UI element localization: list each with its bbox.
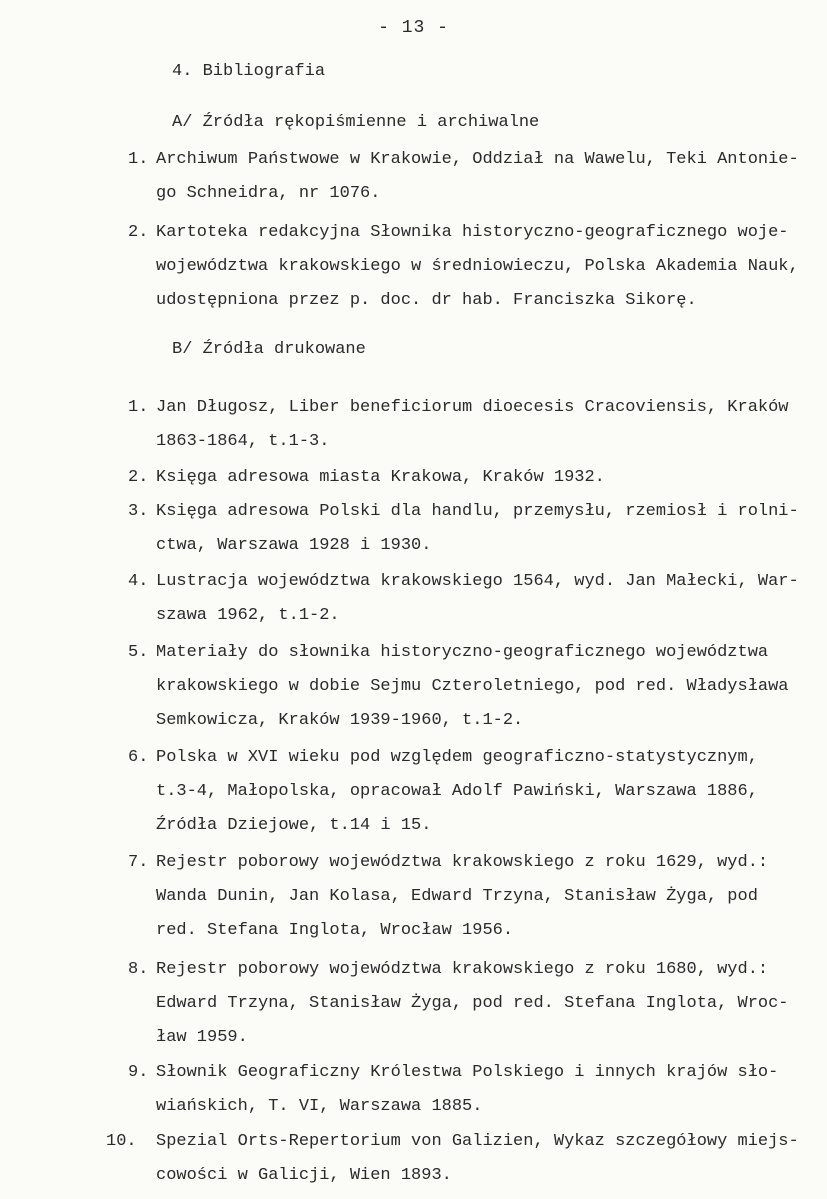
bibliography-entry	[128, 143, 808, 211]
entry-number: 2.	[128, 223, 149, 242]
bibliography-entry	[128, 953, 808, 1055]
entry-line: red. Stefana Inglota, Wrocław 1956.	[156, 921, 514, 940]
entry-line: go Schneidra, nr 1076.	[156, 184, 381, 203]
bibliography-entry	[128, 846, 808, 948]
entry-line: Źródła Dziejowe, t.14 i 15.	[156, 816, 432, 835]
section-title: 4. Bibliografia	[172, 62, 326, 81]
entry-line: Jan Długosz, Liber beneficiorum dioecesis Cracoviensis, Kraków	[156, 398, 789, 417]
entry-line: szawa 1962, t.1-2.	[156, 606, 340, 625]
entry-line: Semkowicza, Kraków 1939-1960, t.1-2.	[156, 711, 524, 730]
entry-line: Archiwum Państwowe w Krakowie, Oddział na Wawelu, Teki Antonie-	[156, 150, 799, 169]
bibliography-entry	[128, 636, 808, 738]
entry-line: ław 1959.	[156, 1028, 248, 1047]
entry-number: 3.	[128, 502, 149, 521]
entry-line: Rejestr poborowy województwa krakowskiego z roku 1680, wyd.:	[156, 960, 769, 979]
bibliography-entry	[128, 741, 808, 843]
entry-line: Wanda Dunin, Jan Kolasa, Edward Trzyna, Stanisław Żyga, pod	[156, 887, 758, 906]
entry-line: cowości w Galicji, Wien 1893.	[156, 1166, 452, 1185]
entry-line: udostępniona przez p. doc. dr hab. Franciszka Sikorę.	[156, 291, 697, 310]
entry-line: 1863-1864, t.1-3.	[156, 432, 330, 451]
entry-line: ctwa, Warszawa 1928 i 1930.	[156, 536, 432, 555]
page-number: - 13 -	[378, 18, 449, 38]
bibliography-entry	[106, 1125, 808, 1193]
entry-number: 9.	[128, 1063, 149, 1082]
entry-line: Lustracja województwa krakowskiego 1564, wyd. Jan Małecki, War-	[156, 572, 799, 591]
bibliography-entry	[128, 1056, 808, 1124]
entry-line: Edward Trzyna, Stanisław Żyga, pod red. Stefana Inglota, Wroc-	[156, 994, 789, 1013]
entry-number: 1.	[128, 398, 149, 417]
bibliography-entry	[128, 461, 808, 495]
entry-number: 5.	[128, 643, 149, 662]
section-b-heading: B/ Źródła drukowane	[172, 340, 366, 359]
entry-line: Kartoteka redakcyjna Słownika historyczno-geograficznego woje-	[156, 223, 789, 242]
entry-number: 10.	[106, 1132, 137, 1151]
entry-number: 2.	[128, 468, 149, 487]
entry-line: Księga adresowa miasta Krakowa, Kraków 1932.	[156, 468, 605, 487]
entry-line: Księga adresowa Polski dla handlu, przemysłu, rzemiosł i rolni-	[156, 502, 799, 521]
entry-line: krakowskiego w dobie Sejmu Czteroletniego, pod red. Władysława	[156, 677, 789, 696]
entry-number: 6.	[128, 748, 149, 767]
bibliography-entry	[128, 565, 808, 633]
entry-line: Słownik Geograficzny Królestwa Polskiego i innych krajów sło-	[156, 1063, 779, 1082]
bibliography-entry	[128, 495, 808, 563]
bibliography-entry	[128, 216, 808, 318]
entry-number: 1.	[128, 150, 149, 169]
entry-line: wiańskich, T. VI, Warszawa 1885.	[156, 1097, 483, 1116]
entry-line: Spezial Orts-Repertorium von Galizien, Wykaz szczegółowy miejs-	[156, 1132, 799, 1151]
entry-line: Polska w XVI wieku pod względem geograficzno-statystycznym,	[156, 748, 758, 767]
bibliography-entry	[128, 391, 808, 459]
section-a-heading: A/ Źródła rękopiśmienne i archiwalne	[172, 113, 540, 132]
entry-line: województwa krakowskiego w średniowieczu, Polska Akademia Nauk,	[156, 257, 799, 276]
entry-line: Materiały do słownika historyczno-geograficznego województwa	[156, 643, 769, 662]
entry-line: t.3-4, Małopolska, opracował Adolf Pawiński, Warszawa 1886,	[156, 782, 758, 801]
entry-line: Rejestr poborowy województwa krakowskiego z roku 1629, wyd.:	[156, 853, 769, 872]
entry-number: 4.	[128, 572, 149, 591]
entry-number: 7.	[128, 853, 149, 872]
entry-number: 8.	[128, 960, 149, 979]
